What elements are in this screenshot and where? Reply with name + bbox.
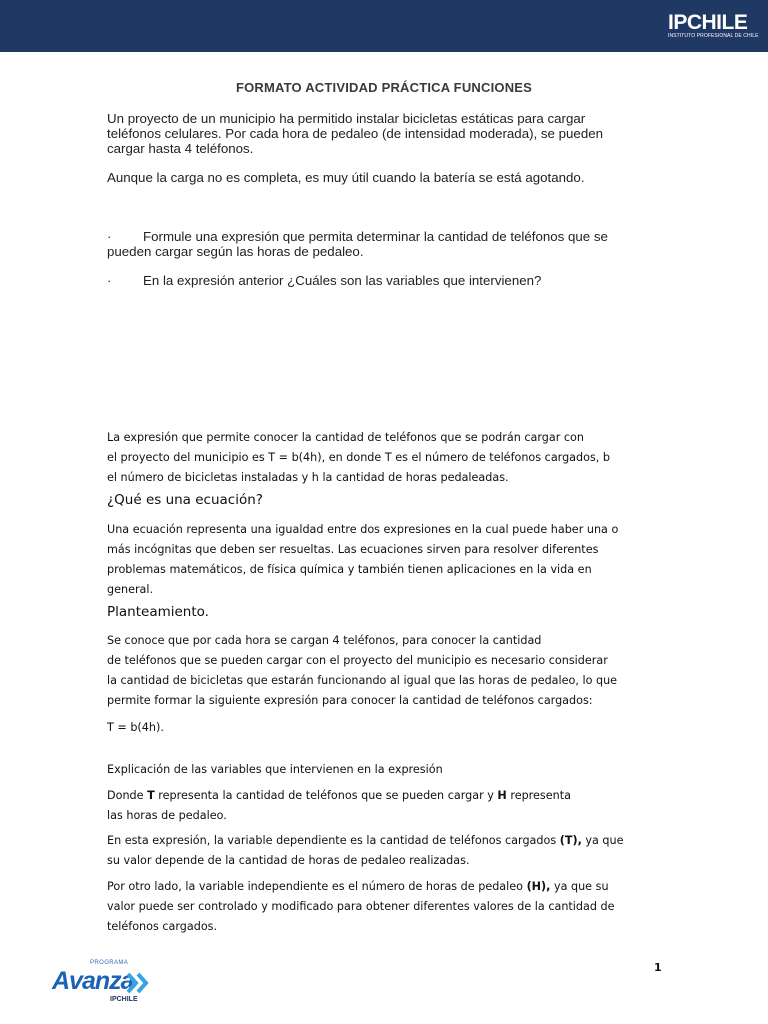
avanza-logo	[52, 960, 152, 1010]
variable-h: H	[497, 789, 507, 802]
bullet-item-1	[107, 229, 652, 259]
text-line: teléfonos celulares. Por cada hora de pedaleo (de intensidad moderada), se pueden	[107, 126, 604, 141]
variable-dependiente: (T),	[559, 834, 582, 847]
ecuacion-paragraph	[107, 520, 667, 600]
heading-ecuacion: ¿Qué es una ecuación?	[107, 492, 263, 508]
text-line: Formule una expresión que permita determinar la cantidad de teléfonos que se	[143, 229, 608, 244]
planteamiento-paragraph	[107, 631, 667, 711]
text-line: su valor depende de la cantidad de horas de pedaleo realizadas.	[107, 854, 470, 867]
independiente-paragraph	[107, 877, 667, 937]
page-number: 1	[654, 961, 662, 974]
explicacion-heading: Explicación de las variables que intervienen en la expresión	[107, 763, 443, 776]
text-line: teléfonos cargados.	[107, 920, 218, 933]
text-line: La expresión que permite conocer la cantidad de teléfonos que se podrán cargar con	[107, 431, 584, 444]
bullet-marker: ·	[107, 229, 112, 244]
document-title: FORMATO ACTIVIDAD PRÁCTICA FUNCIONES	[235, 80, 533, 95]
text-line: el proyecto del municipio es T = b(4h), en donde T es el número de teléfonos cargados, b	[107, 451, 611, 464]
text-run: Donde	[107, 789, 148, 802]
text-run: Por otro lado, la variable independiente es el número de horas de pedaleo	[107, 880, 527, 893]
text-run: ya que su	[550, 880, 609, 893]
heading-planteamiento: Planteamiento.	[107, 604, 209, 620]
text-line: general.	[107, 583, 154, 596]
bullet-item-2	[107, 273, 652, 288]
variable-independiente: (H),	[526, 880, 551, 893]
text-line: las horas de pedaleo.	[107, 809, 227, 822]
text-line: el número de bicicletas instaladas y h la cantidad de horas pedaleadas.	[107, 471, 509, 484]
text-line: cargar hasta 4 teléfonos.	[107, 141, 254, 156]
text-line: Una ecuación representa una igualdad entre dos expresiones en la cual puede haber una o	[107, 523, 619, 536]
intro-paragraph-1	[107, 111, 652, 156]
ipchile-logo	[668, 11, 759, 42]
text-line: pueden cargar según las horas de pedaleo.	[107, 244, 364, 259]
brand-name: IPCHILE	[668, 11, 748, 34]
text-run: En esta expresión, la variable dependiente es la cantidad de teléfonos cargados	[107, 834, 560, 847]
text-line: la cantidad de bicicletas que estarán funcionando al igual que las horas de pedaleo, lo que	[107, 674, 618, 687]
text-line: de teléfonos que se pueden cargar con el proyecto del municipio es necesario considerar	[107, 654, 608, 667]
logo-avanza-text: Avanza	[52, 967, 134, 995]
text-line: problemas matemáticos, de física química y también tienen aplicaciones en la vida en	[107, 563, 592, 576]
bullet-text: En la expresión anterior ¿Cuáles son las variables que intervienen?	[143, 273, 542, 288]
intro-paragraph-2: Aunque la carga no es completa, es muy útil cuando la batería se está agotando.	[107, 170, 585, 185]
text-line: Se conoce que por cada hora se cargan 4 teléfonos, para conocer la cantidad	[107, 634, 542, 647]
answer-paragraph	[107, 428, 667, 488]
logo-ipchile-text: IPCHILE	[110, 996, 138, 1003]
chevron-arrows-icon	[126, 972, 150, 994]
header-bar	[0, 0, 768, 52]
text-line: valor puede ser controlado y modificado para obtener diferentes valores de la cantidad de	[107, 900, 615, 913]
text-line: Un proyecto de un municipio ha permitido instalar bicicletas estáticas para cargar	[107, 111, 586, 126]
donde-paragraph	[107, 786, 667, 826]
text-line: más incógnitas que deben ser resueltas. Las ecuaciones sirven para resolver diferentes	[107, 543, 599, 556]
text-line: permite formar la siguiente expresión para conocer la cantidad de teléfonos cargados:	[107, 694, 593, 707]
dependiente-paragraph	[107, 831, 667, 871]
logo-programa-text: PROGRAMA	[90, 960, 129, 966]
text-run: ya que	[581, 834, 624, 847]
bullet-marker: ·	[107, 273, 112, 288]
formula: T = b(4h).	[107, 721, 164, 734]
text-run: representa la cantidad de teléfonos que se pueden cargar y	[154, 789, 498, 802]
text-run: representa	[506, 789, 571, 802]
brand-subtitle: INSTITUTO PROFESIONAL DE CHILE	[668, 33, 759, 39]
variable-t: T	[147, 789, 155, 802]
